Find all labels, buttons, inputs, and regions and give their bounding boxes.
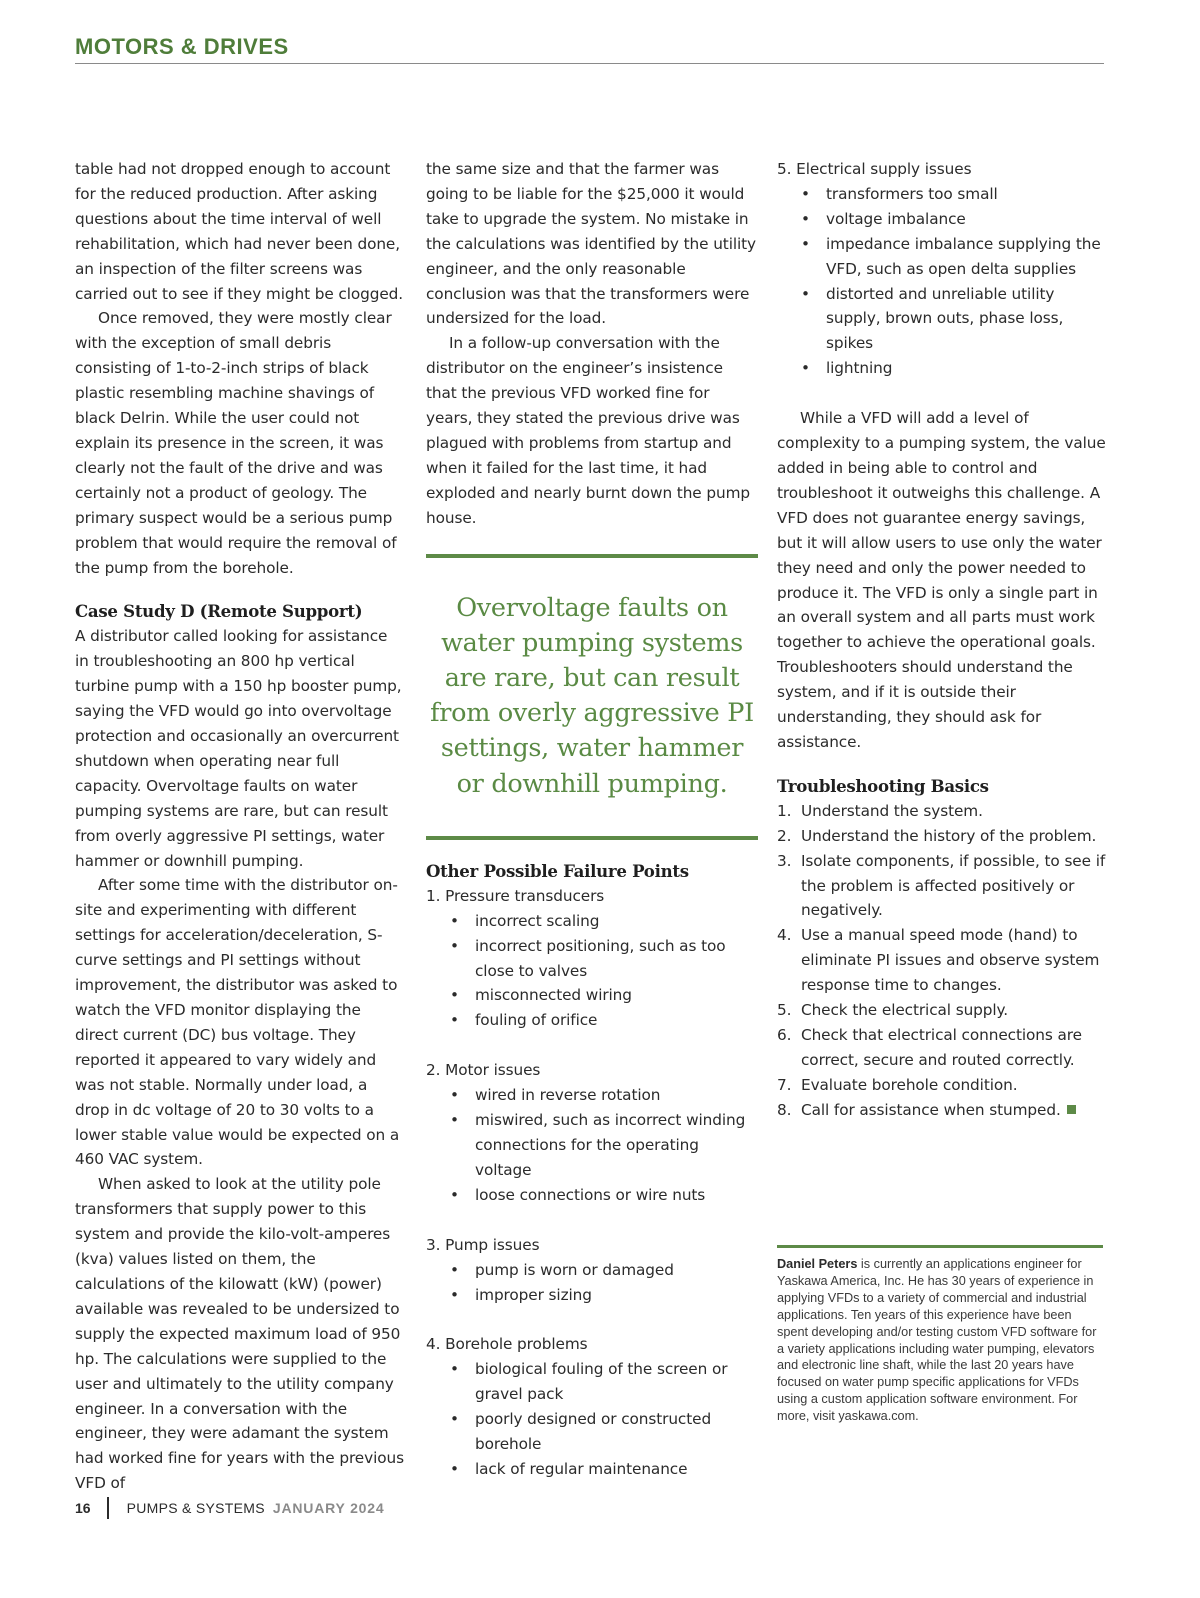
troubleshooting-heading: Troubleshooting Basics: [777, 775, 989, 796]
list-item: • fouling of orifice: [475, 1008, 758, 1033]
pull-quote-text: Overvoltage faults on water pumping systems are rare, but can result from overly aggressive PI settings, water hammer or downhill pumping.: [430, 592, 754, 799]
list-item: • impedance imbalance supplying the VFD, such as open delta supplies: [826, 232, 1107, 282]
list-item: • poorly designed or constructed borehole: [475, 1407, 758, 1457]
list-item: • lack of regular maintenance: [475, 1457, 758, 1482]
author-name: Daniel Peters: [777, 1257, 858, 1271]
step-item: 7. Evaluate borehole condition.: [777, 1075, 1018, 1094]
body-paragraph: A distributor called looking for assistance in troubleshooting an 800 hp vertical turbine pump with a 150 hp booster pump, saying the VFD would go into overvoltage protection and occasionally an overcurrent shutdown when operating near full capacity. Overvoltage faults on water pumping systems are rare, but can result from overly aggressive PI settings, water hammer or downhill pumping.: [75, 627, 402, 870]
list-item: • wired in reverse rotation: [475, 1083, 758, 1108]
failure-group: [426, 1233, 758, 1308]
column-3: [777, 157, 1107, 1123]
step-item: 5. Check the electrical supply.: [777, 1001, 1009, 1020]
list-item: • distorted and unreliable utility supply, brown outs, phase loss, spikes: [826, 282, 1107, 357]
issue-date: JANUARY 2024: [272, 1500, 385, 1516]
list-item: • miswired, such as incorrect winding connections for the operating voltage: [475, 1108, 758, 1183]
step-item: 4. Use a manual speed mode (hand) to eliminate PI issues and observe system response time to changes.: [777, 926, 1100, 995]
list-item: • improper sizing: [475, 1283, 758, 1308]
failure-group: [426, 1332, 758, 1481]
magazine-name: PUMPS & SYSTEMS: [126, 1500, 265, 1516]
column-2: [426, 157, 758, 1482]
failure-group-title: 3. Pump issues: [426, 1235, 540, 1254]
body-paragraph: When asked to look at the utility pole transformers that supply power to this system and provide the kilo-volt-amperes (kva) values listed on them, the calculations of the kilowatt (kW) (power) available was revealed to be undersized to supply the expected maximum load of 950 hp. The calculations were supplied to the user and ultimately to the utility company engineer. In a conversation with the engineer, they were adamant the system had worked fine for years with the previous VFD of: [75, 1175, 404, 1493]
failure-points-heading: Other Possible Failure Points: [426, 860, 689, 881]
failure-group-title: 5. Electrical supply issues: [777, 160, 972, 178]
footer-divider: [107, 1497, 109, 1519]
step-item: 2. Understand the history of the problem.: [777, 826, 1097, 845]
section-title: MOTORS & DRIVES: [75, 34, 289, 59]
list-item: • biological fouling of the screen or gravel pack: [475, 1357, 758, 1407]
list-item: • loose connections or wire nuts: [475, 1183, 758, 1208]
list-item: • voltage imbalance: [826, 207, 1107, 232]
list-item: • incorrect scaling: [475, 909, 758, 934]
failure-group: [426, 884, 758, 1033]
page-footer: [75, 1495, 384, 1521]
case-study-d-heading: Case Study D (Remote Support): [75, 601, 363, 622]
body-paragraph: While a VFD will add a level of complexity to a pumping system, the value added in being able to control and troubleshoot it outweighs this challenge. A VFD does not guarantee energy savings, but it will allow users to use only the water they need and only the power needed to produce it. The VFD is only a single part in an overall system and all parts must work together to achieve the operational goals. Troubleshooters should understand the system, and if it is outside their understanding, they should ask for assistance.: [777, 409, 1106, 751]
body-paragraph: the same size and that the farmer was going to be liable for the $25,000 it would take to upgrade the system. No mistake in the calculations was identified by the utility engineer, and the only reasonable conclusion was that the transformers were undersized for the load.: [426, 160, 756, 328]
failure-group-title: 2. Motor issues: [426, 1061, 541, 1080]
list-item: • incorrect positioning, such as too close to valves: [475, 934, 758, 984]
failure-group-title: 1. Pressure transducers: [426, 886, 605, 905]
step-item: 3. Isolate components, if possible, to see if the problem is affected positively or negatively.: [777, 851, 1106, 920]
list-item: • lightning: [826, 356, 1107, 381]
body-paragraph: table had not dropped enough to account for the reduced production. After asking questions about the time interval of well rehabilitation, which had never been done, an inspection of the filter screens was carried out to see if they might be clogged.: [75, 160, 404, 303]
author-bio-text: is currently an applications engineer for Yaskawa America, Inc. He has 30 years of experience in applying VFDs to a variety of commercial and industrial applications. Ten years of this experience have been spent developing and/or testing custom VFD software for a variety applications including water pumping, elevators and electronic line shaft, while the last 20 years have focused on water pump specific applications for VFDs using a custom application software environment. For more, visit yaskawa.com.: [777, 1257, 1097, 1424]
step-item: 1. Understand the system.: [777, 801, 983, 820]
author-bio: [777, 1245, 1103, 1425]
list-item: • pump is worn or damaged: [475, 1258, 758, 1283]
step-item: 8. Call for assistance when stumped.: [777, 1098, 1107, 1123]
troubleshooting-steps: [777, 799, 1107, 1123]
body-paragraph: In a follow-up conversation with the distributor on the engineer’s insistence that the previous VFD worked fine for years, they stated the previous drive was plagued with problems from startup and when it failed for the last time, it had exploded and nearly burnt down the pump house.: [426, 334, 750, 527]
section-header: [75, 34, 1104, 64]
failure-group: [426, 1058, 758, 1207]
failure-group: [777, 157, 1107, 381]
body-paragraph: After some time with the distributor on-site and experimenting with different settings for acceleration/deceleration, S-curve settings and PI settings without improvement, the distributor was asked to watch the VFD monitor displaying the direct current (DC) bus voltage. They reported it appeared to vary widely and was not stable. Normally under load, a drop in dc voltage of 20 to 30 volts to a lower stable value would be expected on a 460 VAC system.: [75, 876, 400, 1169]
body-paragraph: Once removed, they were mostly clear with the exception of small debris consisting of 1-to-2-inch strips of black plastic resembling machine shavings of black Delrin. While the user could not explain its presence in the screen, it was clearly not the fault of the drive and was certainly not a product of geology. The primary suspect would be a serious pump problem that would require the removal of the pump from the borehole.: [75, 309, 397, 577]
failure-group-title: 4. Borehole problems: [426, 1335, 588, 1354]
list-item: • misconnected wiring: [475, 983, 758, 1008]
column-1: [75, 157, 405, 1496]
list-item: • transformers too small: [826, 182, 1107, 207]
end-mark-icon: [1067, 1105, 1076, 1114]
page-number: 16: [75, 1500, 91, 1516]
pull-quote: [426, 554, 758, 840]
step-item: 6. Check that electrical connections are correct, secure and routed correctly.: [777, 1026, 1082, 1069]
